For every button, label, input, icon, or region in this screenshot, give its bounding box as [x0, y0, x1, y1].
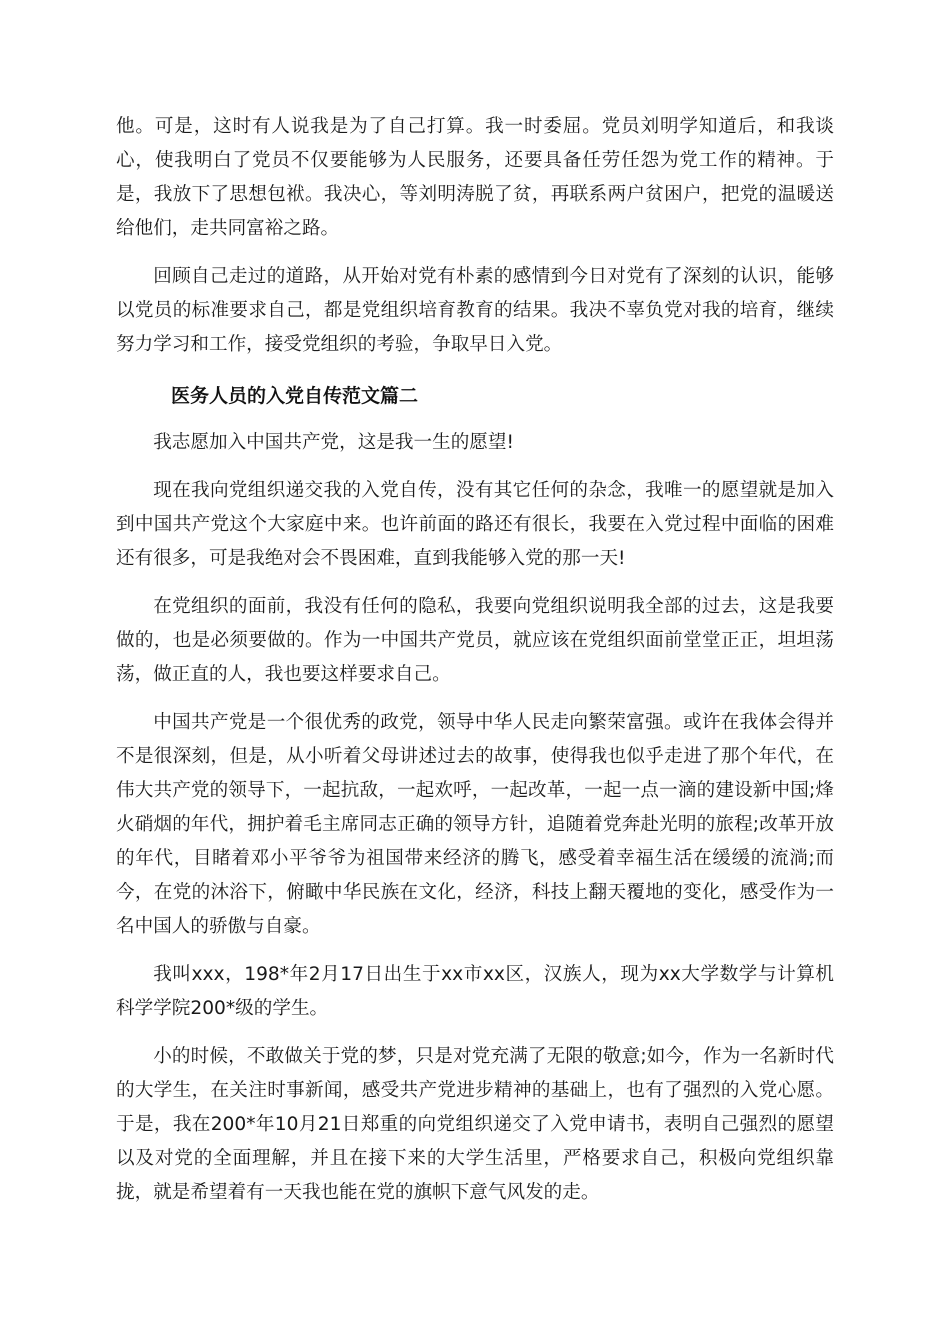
paragraph-review: 回顾自己走过的道路，从开始对党有朴素的感情到今日对党有了深刻的认识，能够以党员的标准要求自己，都是党组织培育教育的结果。我决不辜负党对我的培育，继续努力学习和工作，接受党组织的考验，争取早日入党。: [116, 266, 834, 355]
paragraph-personal-info: 我叫xxx，198*年2月17日出生于xx市xx区，汉族人，现为xx大学数学与计算机科学学院200*级的学生。: [116, 964, 834, 1019]
paragraph-childhood: 小的时候，不敢做关于党的梦，只是对党充满了无限的敬意;如今，作为一名新时代的大学生，在关注时事新闻，感受共产党进步精神的基础上，也有了强烈的入党心愿。于是，我在200*年10月21日郑重的向党组织递交了入党申请书，表明自己强烈的愿望以及对党的全面理解，并且在接下来的大学生活里，严格要求自己，积极向党组织靠拢，就是希望着有一天我也能在党的旗帜下意气风发的走。: [116, 1046, 834, 1203]
paragraph-submission: 现在我向党组织递交我的入党自传，没有其它任何的杂念，我唯一的愿望就是加入到中国共产党这个大家庭中来。也许前面的路还有很长，我要在入党过程中面临的困难还有很多，可是我绝对会不畏困难，直到我能够入党的那一天!: [116, 480, 834, 569]
paragraph-honesty: 在党组织的面前，我没有任何的隐私，我要向党组织说明我全部的过去，这是我要做的，也是必须要做的。作为一中国共产党员，就应该在党组织面前堂堂正正，坦坦荡荡，做正直的人，我也要这样要求自己。: [116, 596, 834, 685]
paragraph-wish: 我志愿加入中国共产党，这是我一生的愿望!: [153, 432, 514, 453]
document-body: [116, 110, 834, 1224]
paragraph-continuation: 他。可是，这时有人说我是为了自己打算。我一时委屈。党员刘明学知道后，和我谈心，使我明白了党员不仅要能够为人民服务，还要具备任劳任怨为党工作的精神。于是，我放下了思想包袱。我决心，等刘明涛脱了贫，再联系两户贫困户，把党的温暖送给他们，走共同富裕之路。: [116, 116, 834, 239]
paragraph-party-history: 中国共产党是一个很优秀的政党，领导中华人民走向繁荣富强。或许在我体会得并不是很深刻，但是，从小听着父母讲述过去的故事，使得我也似乎走进了那个年代，在伟大共产党的领导下，一起抗敌，一起欢呼，一起改革，一起一点一滴的建设新中国;烽火硝烟的年代，拥护着毛主席同志正确的领导方针，追随着党奔赴光明的旅程;改革开放的年代，目睹着邓小平爷爷为祖国带来经济的腾飞，感受着幸福生活在缓缓的流淌;而今，在党的沐浴下，俯瞰中华民族在文化，经济，科技上翻天覆地的变化，感受作为一名中国人的骄傲与自豪。: [116, 712, 834, 937]
section-heading: 医务人员的入党自传范文篇二: [171, 385, 419, 407]
